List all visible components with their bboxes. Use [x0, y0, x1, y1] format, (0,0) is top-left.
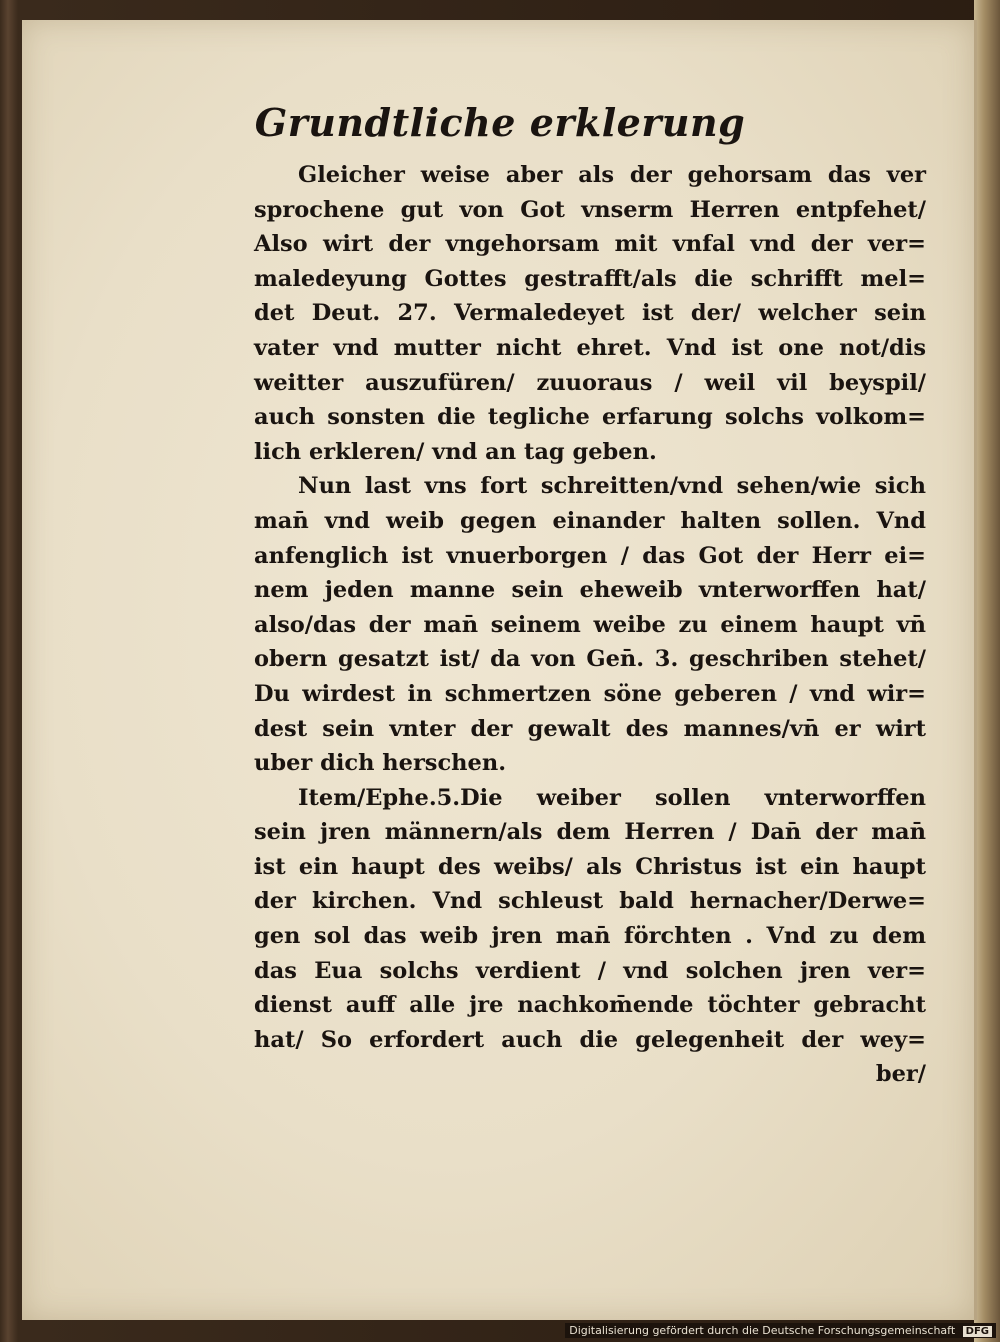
- digitization-credit: [565, 1323, 996, 1338]
- dfg-logo: DFG: [963, 1326, 992, 1337]
- text-line: weitter auszufüren/ zuuoraus / weil vil beyspil/: [254, 369, 926, 396]
- credit-text: Digitalisierung gefördert durch die Deutsche Forschungsgemeinschaft: [569, 1324, 956, 1337]
- text-line: maledeyung Gottes gestrafft/als die schrifft mel=: [254, 265, 926, 292]
- body-text: [254, 158, 926, 1092]
- text-line: anfenglich ist vnuerborgen / das Got der Herr ei=: [254, 542, 926, 569]
- text-line: der kirchen. Vnd schleust bald hernacher/Derwe=: [254, 888, 926, 915]
- text-line: sein jren männern/als dem Herren / Dan̄ der man̄: [254, 819, 926, 846]
- text-line: Gleicher weise aber als der gehorsam das ver: [298, 162, 926, 188]
- text-line: lich erkleren/ vnd an tag geben.: [254, 438, 657, 465]
- text-line: gen sol das weib jren man̄ förchten . Vnd zu dem: [254, 923, 926, 950]
- text-line: man̄ vnd weib gegen einander halten sollen. Vnd: [254, 507, 926, 534]
- text-line: Nun last vns fort schreitten/vnd sehen/wie sich: [298, 473, 926, 500]
- text-line: nem jeden manne sein eheweib vnterworffen hat/: [254, 577, 926, 604]
- text-line: sprochene gut von Got vnserm Herren entpfehet/: [254, 196, 926, 223]
- text-line: auch sonsten die tegliche erfarung solchs volkom=: [254, 404, 926, 431]
- text-line: dienst auff alle jre nachkom̄ende töchter gebracht: [254, 992, 926, 1019]
- text-line: Item/Ephe.5.Die weiber sollen vnterworffen: [298, 784, 926, 811]
- catchword: ber/: [875, 1061, 926, 1088]
- text-line: obern gesatzt ist/ da von Gen̄. 3. geschriben stehet/: [254, 646, 926, 673]
- text-line: vater vnd mutter nicht ehret. Vnd ist one not/dis: [254, 334, 926, 361]
- text-line: hat/ So erfordert auch die gelegenheit der wey=: [254, 1026, 926, 1053]
- text-line: Also wirt der vngehorsam mit vnfal vnd der ver=: [254, 231, 926, 258]
- text-line: also/das der man̄ seinem weibe zu einem haupt vn̄: [254, 611, 926, 638]
- book-spine: [974, 0, 1000, 1342]
- text-line: uber dich herschen.: [254, 750, 507, 777]
- text-line: Du wirdest in schmertzen söne geberen / vnd wir=: [254, 680, 926, 707]
- running-header: Grundtliche erklerung: [254, 100, 746, 145]
- text-line: dest sein vnter der gewalt des mannes/vn̄ er wirt: [254, 715, 926, 742]
- text-line: ist ein haupt des weibs/ als Christus ist ein haupt: [254, 853, 926, 880]
- text-line: det Deut. 27. Vermaledeyet ist der/ welcher sein: [254, 300, 926, 327]
- text-line: das Eua solchs verdient / vnd solchen jren ver=: [254, 957, 926, 984]
